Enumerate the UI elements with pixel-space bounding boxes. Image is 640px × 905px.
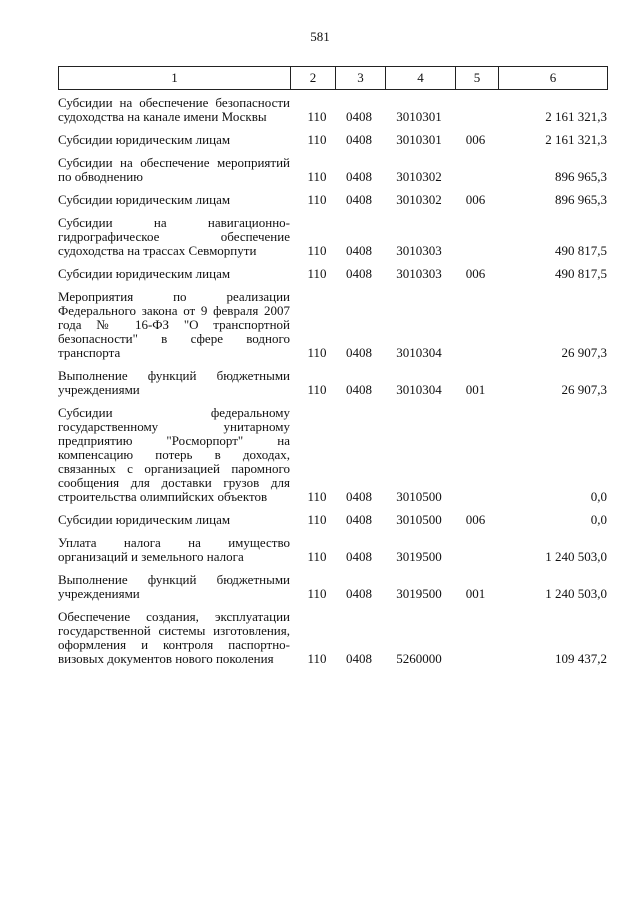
row-code-3: 0408: [346, 169, 372, 184]
row-code-3: 0408: [346, 109, 372, 124]
row-code-2: 110: [307, 132, 327, 147]
table-row: [58, 610, 607, 666]
row-description: Субсидии на обеспечение безопасности судоходства на канале имени Москвы: [58, 95, 290, 124]
row-code-4: 3010304: [396, 382, 442, 397]
row-code-3: 0408: [346, 382, 372, 397]
row-description: Субсидии юридическим лицам: [58, 512, 231, 527]
row-code-4: 3010302: [396, 169, 442, 184]
column-header-4: 4: [386, 67, 456, 90]
row-code-2: 110: [307, 109, 327, 124]
row-amount: 26 907,3: [561, 382, 607, 397]
table-row: [58, 193, 607, 207]
row-amount: 896 965,3: [555, 169, 607, 184]
row-code-3: 0408: [346, 192, 372, 207]
row-code-5: 006: [465, 132, 486, 147]
row-code-5: 006: [465, 512, 486, 527]
row-code-4: 3010302: [396, 192, 442, 207]
row-code-4: 3010304: [396, 345, 442, 360]
row-code-4: 3010500: [396, 489, 442, 504]
row-amount: 1 240 503,0: [545, 549, 607, 564]
row-amount: 26 907,3: [561, 345, 607, 360]
row-code-3: 0408: [346, 651, 372, 666]
row-code-3: 0408: [346, 512, 372, 527]
row-code-3: 0408: [346, 549, 372, 564]
row-amount: 1 240 503,0: [545, 586, 607, 601]
table-row: [58, 536, 607, 564]
table-row: [58, 573, 607, 601]
row-code-5: 001: [465, 382, 486, 397]
row-code-5: 006: [465, 266, 486, 281]
row-description: Уплата налога на имущество организаций и земельного налога: [58, 535, 290, 564]
row-code-3: 0408: [346, 345, 372, 360]
row-amount: 109 437,2: [555, 651, 607, 666]
row-description: Выполнение функций бюджетными учреждениями: [58, 368, 290, 397]
row-description: Мероприятия по реализации Федерального закона от 9 февраля 2007 года № 16-ФЗ "О транспортной безопасности" в сфере водного транспорта: [58, 289, 290, 360]
column-header-3: 3: [336, 67, 386, 90]
row-amount: 0,0: [590, 512, 607, 527]
row-description: Субсидии на обеспечение мероприятий по обводнению: [58, 155, 290, 184]
table-row: [58, 267, 607, 281]
row-amount: 2 161 321,3: [545, 132, 607, 147]
row-code-2: 110: [307, 512, 327, 527]
row-code-4: 3010303: [396, 266, 442, 281]
row-code-4: 3010301: [396, 132, 442, 147]
row-code-2: 110: [307, 489, 327, 504]
table-row: [58, 96, 607, 124]
column-header-2: 2: [291, 67, 336, 90]
table-row: [58, 133, 607, 147]
table-row: [58, 369, 607, 397]
row-code-2: 110: [307, 382, 327, 397]
row-amount: 490 817,5: [555, 266, 607, 281]
row-code-4: 5260000: [396, 651, 442, 666]
row-description: Обеспечение создания, эксплуатации государственной системы изготовления, оформления и контроля паспортно-визовых документов нового поколения: [58, 609, 290, 666]
row-code-2: 110: [307, 549, 327, 564]
row-code-3: 0408: [346, 586, 372, 601]
column-header-table: [58, 66, 608, 90]
table-row: [58, 513, 607, 527]
page-number: 581: [310, 29, 330, 44]
table-row: [58, 216, 607, 258]
table-row: [58, 156, 607, 184]
row-code-2: 110: [307, 266, 327, 281]
row-code-4: 3010301: [396, 109, 442, 124]
row-amount: 896 965,3: [555, 192, 607, 207]
row-code-4: 3019500: [396, 549, 442, 564]
row-code-2: 110: [307, 192, 327, 207]
row-amount: 2 161 321,3: [545, 109, 607, 124]
column-header-1: 1: [59, 67, 291, 90]
row-code-5: 006: [465, 192, 486, 207]
budget-table-body: [58, 96, 607, 675]
row-code-3: 0408: [346, 489, 372, 504]
row-amount: 0,0: [590, 489, 607, 504]
row-code-2: 110: [307, 345, 327, 360]
row-code-4: 3010500: [396, 512, 442, 527]
row-description: Субсидии на навигационно-гидрографическое обеспечение судоходства на трассах Севморпути: [58, 215, 290, 258]
row-code-3: 0408: [346, 266, 372, 281]
column-header-6: 6: [499, 67, 608, 90]
row-code-4: 3019500: [396, 586, 442, 601]
row-code-3: 0408: [346, 132, 372, 147]
row-description: Субсидии федеральному государственному унитарному предприятию "Росморпорт" на компенсацию потерь в доходах, связанных с организацией паромного сообщения для доставки грузов для строительства олимпийских объектов: [58, 405, 290, 504]
column-header-row: [59, 67, 608, 90]
row-code-2: 110: [307, 651, 327, 666]
row-code-5: 001: [465, 586, 486, 601]
row-code-2: 110: [307, 243, 327, 258]
row-code-2: 110: [307, 169, 327, 184]
table-row: [58, 406, 607, 504]
row-code-4: 3010303: [396, 243, 442, 258]
row-amount: 490 817,5: [555, 243, 607, 258]
row-description: Субсидии юридическим лицам: [58, 266, 231, 281]
row-code-3: 0408: [346, 243, 372, 258]
column-header-5: 5: [456, 67, 499, 90]
table-row: [58, 290, 607, 360]
row-description: Выполнение функций бюджетными учреждениями: [58, 572, 290, 601]
row-code-2: 110: [307, 586, 327, 601]
row-description: Субсидии юридическим лицам: [58, 192, 231, 207]
row-description: Субсидии юридическим лицам: [58, 132, 231, 147]
